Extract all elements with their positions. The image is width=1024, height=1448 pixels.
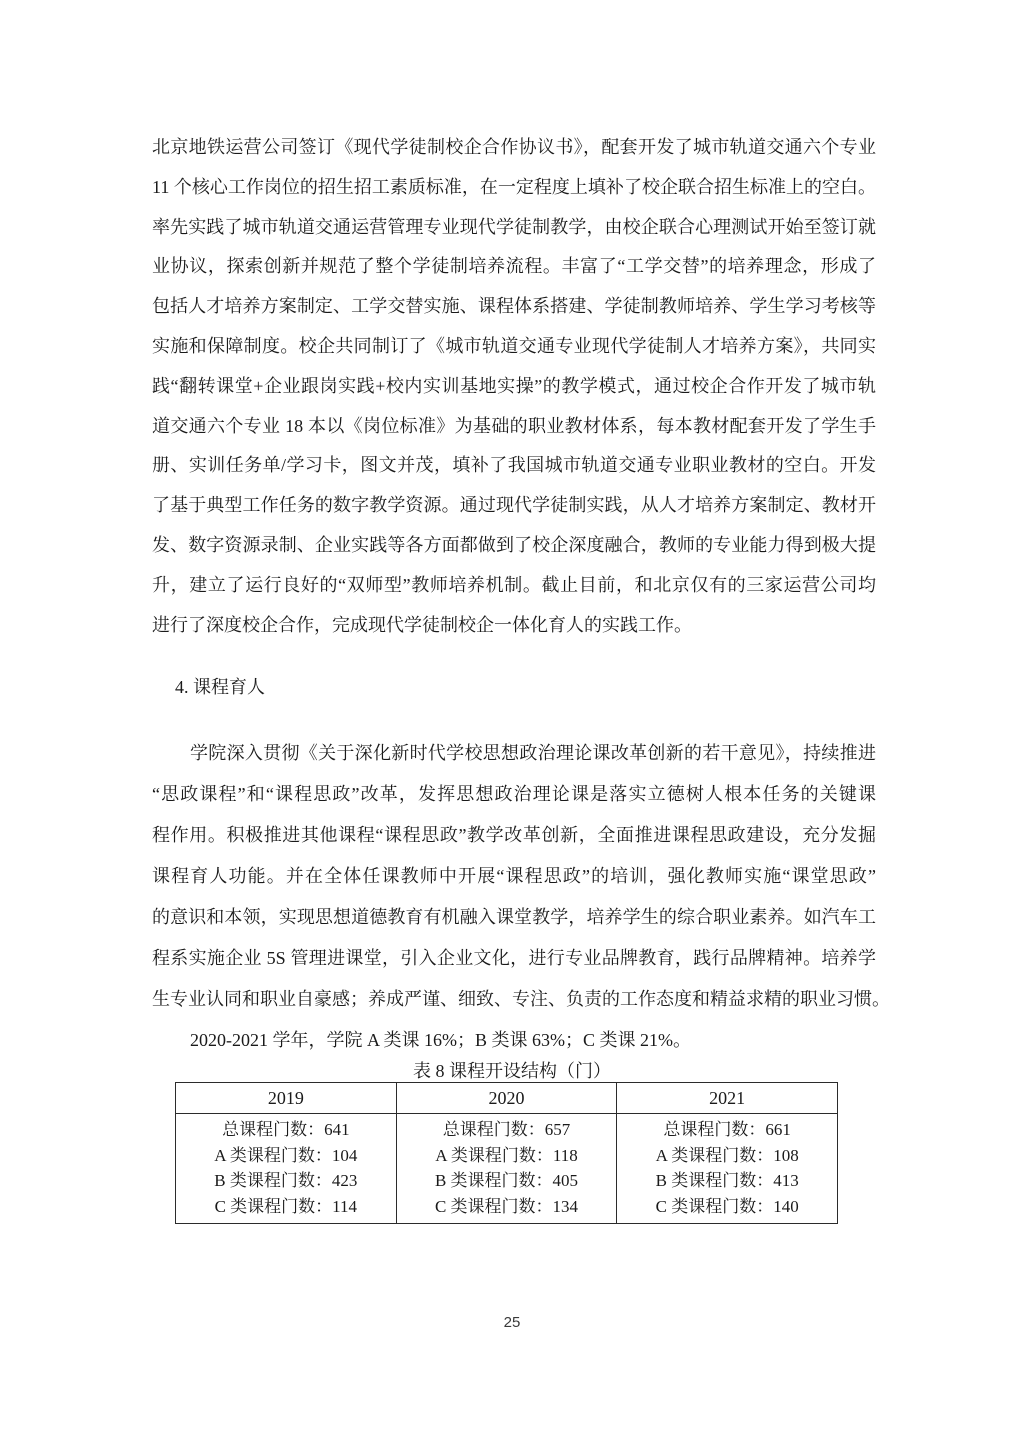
text-line: 道交通六个专业 18 本以《岗位标准》为基础的职业教材体系，每本教材配套开发了学生手 bbox=[152, 415, 876, 436]
table-year-header: 2020 bbox=[396, 1083, 617, 1114]
text-line: 程作用。积极推进其他课程“课程思政”教学改革创新，全面推进课程思政建设，充分发掘 bbox=[152, 825, 876, 845]
table-cell-line: B 类课程门数：423 bbox=[214, 1171, 358, 1190]
table-cell-2019 bbox=[176, 1114, 397, 1224]
text-line: 实施和保障制度。校企共同制订了《城市轨道交通专业现代学徒制人才培养方案》，共同实 bbox=[152, 335, 876, 356]
text-line: 了基于典型工作任务的数字教学资源。通过现代学徒制实践，从人才培养方案制定、教材开 bbox=[152, 495, 876, 516]
text-line: 包括人才培养方案制定、工学交替实施、课程体系搭建、学徒制教师培养、学生学习考核等 bbox=[152, 296, 876, 317]
table-8-caption: 表 8 课程开设结构（门） bbox=[413, 1061, 611, 1081]
table-year-header: 2021 bbox=[617, 1083, 838, 1114]
text-line: 发、数字资源录制、企业实践等各方面都做到了校企深度融合，教师的专业能力得到极大提 bbox=[152, 534, 876, 555]
text-line: 程系实施企业 5S 管理进课堂，引入企业文化，进行专业品牌教育，践行品牌精神。培养学 bbox=[152, 948, 876, 968]
table-cell-line: 总课程门数：657 bbox=[442, 1120, 571, 1139]
text-line: 进行了深度校企合作，完成现代学徒制校企一体化育人的实践工作。 bbox=[152, 614, 692, 635]
text-line: 课程育人功能。并在全体任课教师中开展“课程思政”的培训，强化教师实施“课堂思政” bbox=[152, 866, 876, 886]
page-number: 25 bbox=[503, 1314, 521, 1331]
table-cell-2021 bbox=[617, 1114, 838, 1224]
table-cell-2020 bbox=[396, 1114, 617, 1224]
table-year-header: 2019 bbox=[176, 1083, 397, 1114]
course-structure-table bbox=[175, 1082, 838, 1224]
table-cell-line: A 类课程门数：104 bbox=[214, 1145, 358, 1165]
paragraph-curriculum bbox=[152, 733, 890, 1061]
table-cell-line: 总课程门数：641 bbox=[222, 1120, 350, 1139]
text-line: 业协议，探索创新并规范了整个学徒制培养流程。丰富了“工学交替”的培养理念，形成了 bbox=[152, 256, 876, 277]
text-line: 生专业认同和职业自豪感；养成严谨、细致、专注、负责的工作态度和精益求精的职业习惯。 bbox=[152, 989, 890, 1009]
text-line: 率先实践了城市轨道交通运营管理专业现代学徒制教学，由校企联合心理测试开始至签订就 bbox=[152, 216, 876, 237]
text-line: 践“翻转课堂+企业跟岗实践+校内实训基地实操”的教学模式，通过校企合作开发了城市轨 bbox=[152, 375, 876, 396]
text-line: “思政课程”和“课程思政”改革，发挥思想政治理论课是落实立德树人根本任务的关键课 bbox=[152, 784, 876, 804]
table-header-row bbox=[176, 1083, 838, 1114]
table-body-row bbox=[176, 1114, 838, 1224]
paragraph-apprenticeship bbox=[152, 128, 876, 645]
table-cell-line: A 类课程门数：108 bbox=[655, 1145, 799, 1165]
text-line: 11 个核心工作岗位的招生招工素质标准，在一定程度上填补了校企联合招生标准上的空白。 bbox=[152, 176, 876, 197]
section-heading-4: 4. 课程育人 bbox=[175, 677, 265, 697]
text-line: 册、实训任务单/学习卡，图文并茂，填补了我国城市轨道交通专业职业教材的空白。开发 bbox=[152, 455, 876, 476]
table-cell-line: 总课程门数：661 bbox=[663, 1120, 791, 1139]
table-cell-line: C 类课程门数：114 bbox=[214, 1196, 358, 1216]
table-cell-line: B 类课程门数：405 bbox=[434, 1171, 579, 1190]
text-line: 学院深入贯彻《关于深化新时代学校思想政治理论课改革创新的若干意见》，持续推进 bbox=[190, 743, 876, 763]
stats-line: 2020-2021 学年，学院 A 类课 16%；B 类课 63%；C 类课 21%。 bbox=[190, 1030, 691, 1050]
table-cell-line: C 类课程门数：134 bbox=[434, 1196, 579, 1216]
text-line: 的意识和本领，实现思想道德教育有机融入课堂教学，培养学生的综合职业素养。如汽车工 bbox=[152, 907, 876, 927]
table-cell-line: B 类课程门数：413 bbox=[655, 1171, 799, 1190]
text-line: 升，建立了运行良好的“双师型”教师培养机制。截止目前，和北京仅有的三家运营公司均 bbox=[152, 574, 876, 595]
table-cell-line: A 类课程门数：118 bbox=[435, 1145, 578, 1165]
table-cell-line: C 类课程门数：140 bbox=[655, 1196, 799, 1216]
text-line: 北京地铁运营公司签订《现代学徒制校企合作协议书》，配套开发了城市轨道交通六个专业 bbox=[152, 137, 876, 157]
